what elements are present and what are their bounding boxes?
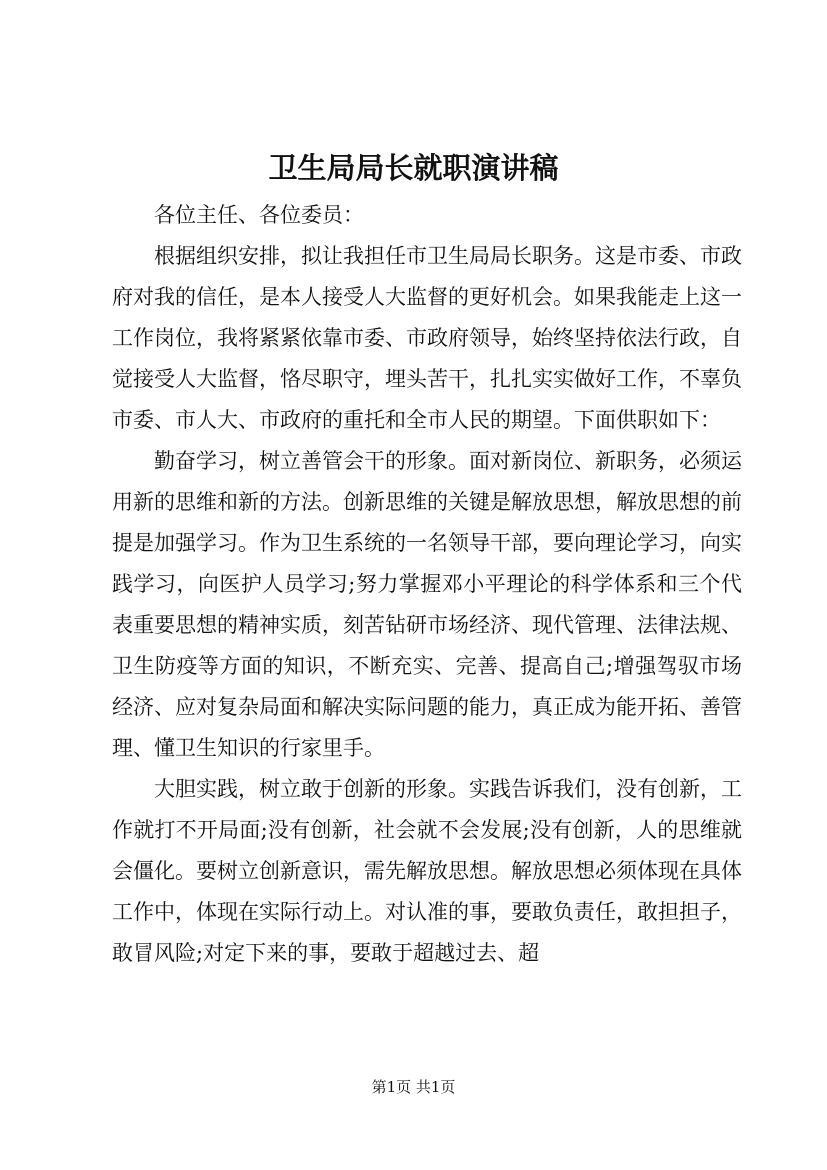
document-title: 卫生局局长就职演讲稿: [268, 151, 559, 185]
salutation: 各位主任、各位委员：: [154, 203, 364, 227]
paragraph-appointment: 根据组织安排，拟让我担任市卫生局局长职务。这是市委、市政府对我的信任，是本人接受人大监督的更好机会。如果我能走上这一工作岗位，我将紧紧依靠市委、市政府领导，始终坚持依法行政，自觉接受人大监督，恪尽职守，埋头苦干，扎扎实实做好工作，不辜负市委、市人大、市政府的重托和全市人民的期望。下面供职如下：: [112, 244, 742, 432]
paragraph-practice: 大胆实践，树立敢于创新的形象。实践告诉我们，没有创新，工作就打不开局面;没有创新，社会就不会发展;没有创新，人的思维就会僵化。要树立创新意识，需先解放思想。解放思想必须体现在具体工作中，体现在实际行动上。对认准的事，要敢负责任，敢担担子，敢冒风险;对定下来的事，要敢于超越过去、超: [112, 777, 742, 965]
document-body: [112, 195, 742, 974]
paragraph-study: 勤奋学习，树立善管会干的形象。面对新岗位、新职务，必须运用新的思维和新的方法。创新思维的关键是解放思想，解放思想的前提是加强学习。作为卫生系统的一名领导干部，要向理论学习，向实践学习，向医护人员学习;努力掌握邓小平理论的科学体系和三个代表重要思想的精神实质，刻苦钻研市场经济、现代管理、法律法规、卫生防疫等方面的知识，不断充实、完善、提高自己;增强驾驭市场经济、应对复杂局面和解决实际问题的能力，真正成为能开拓、善管理、懂卫生知识的行家里手。: [112, 449, 742, 760]
page-number-footer: 第1页 共1页: [371, 1078, 456, 1096]
